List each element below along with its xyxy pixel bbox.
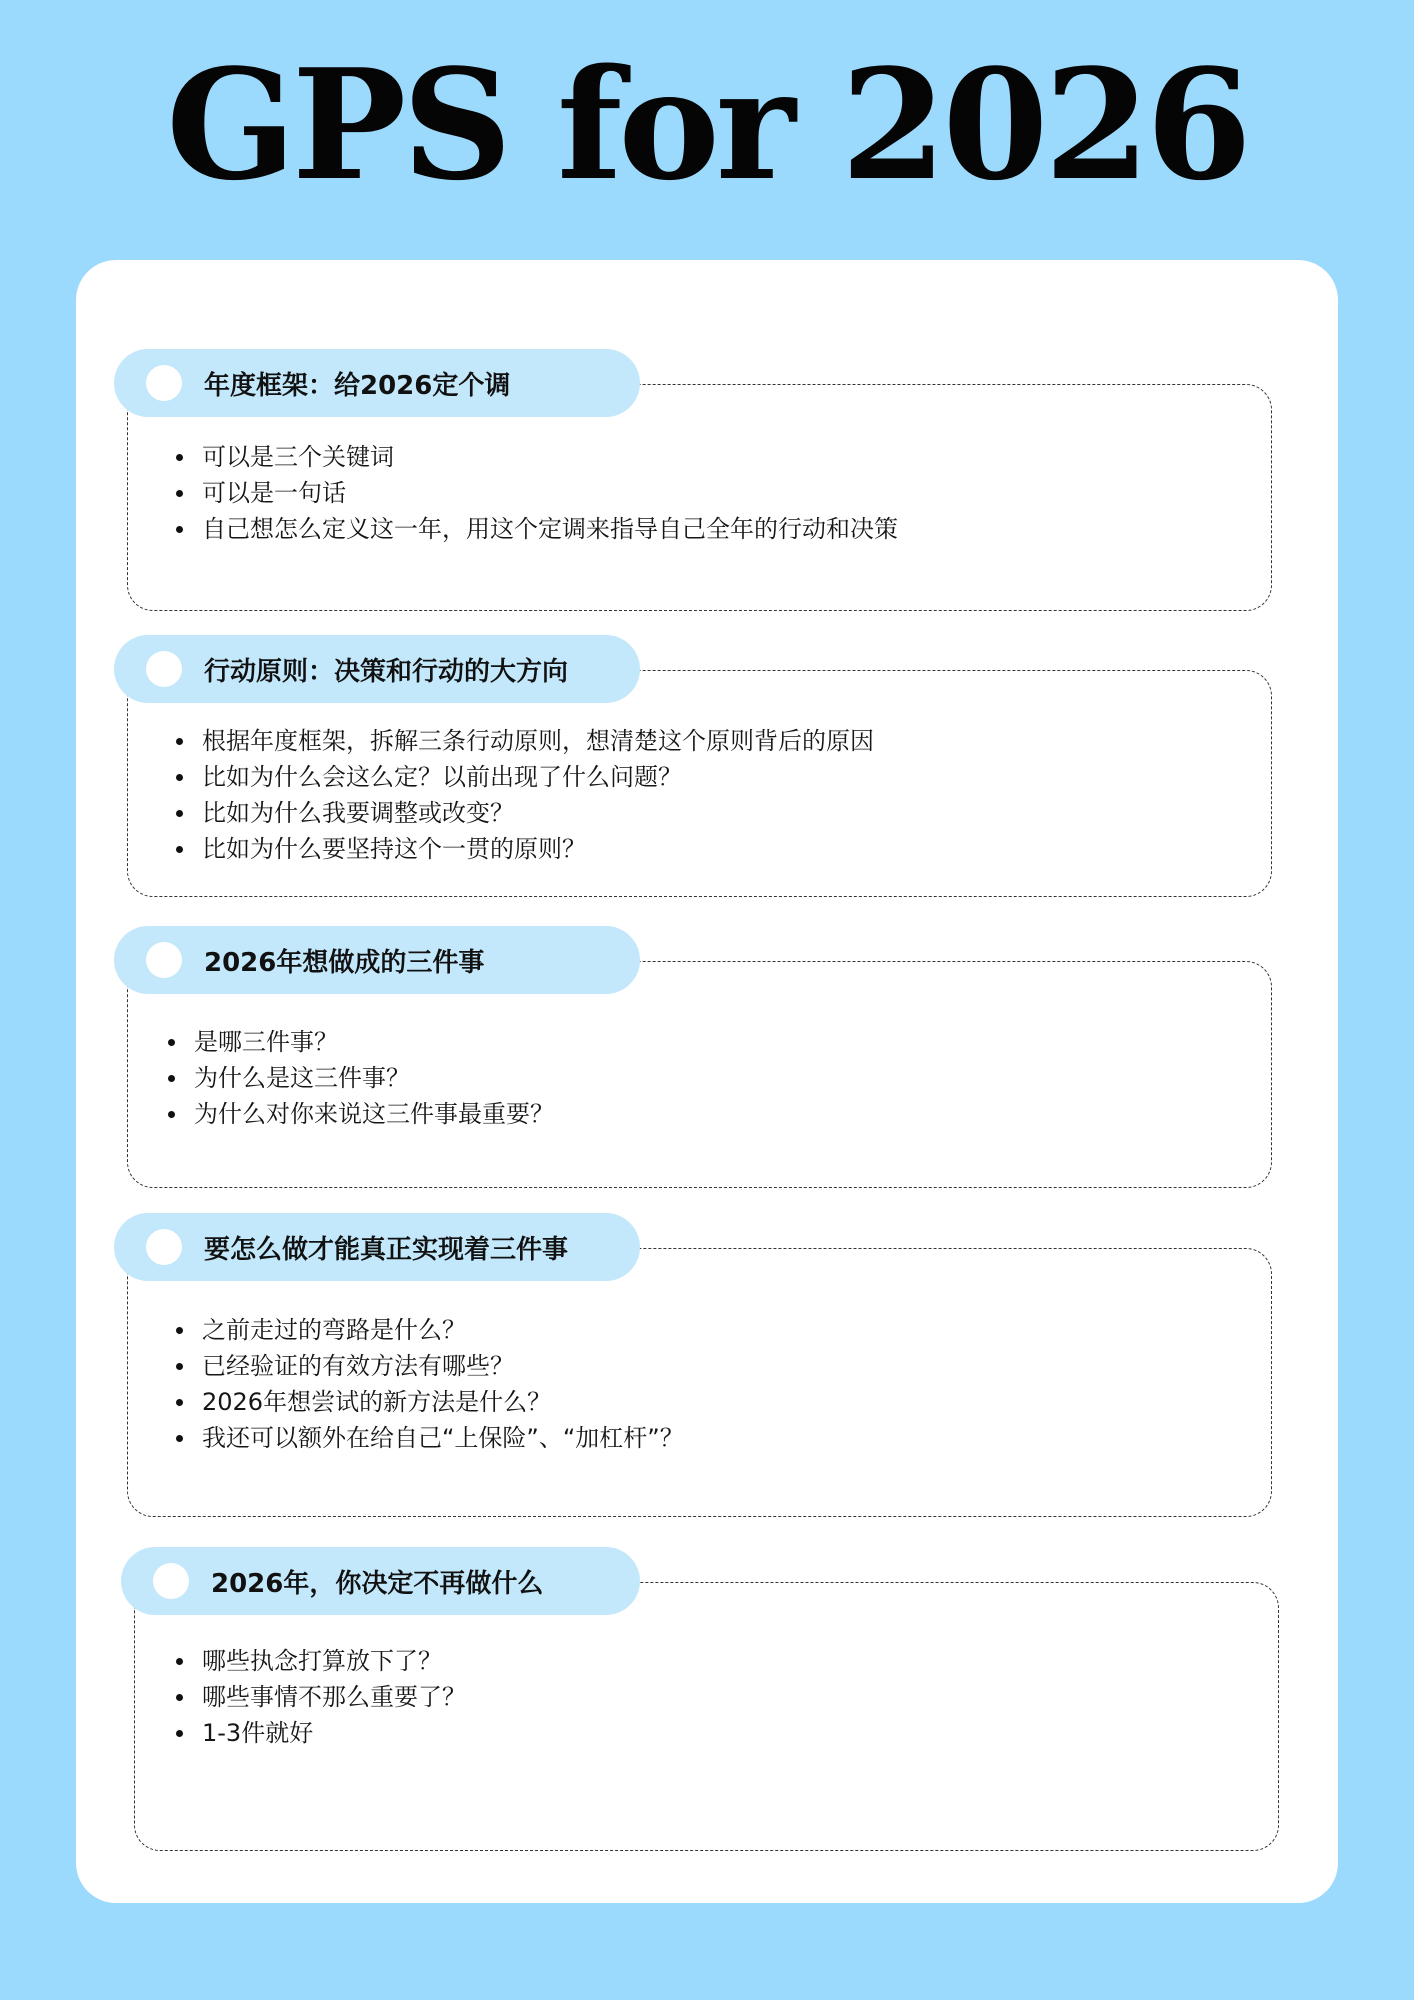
bullet-list <box>172 1312 684 1456</box>
bullet-list <box>164 1024 554 1132</box>
section-title: 年度框架：给2026定个调 <box>204 370 511 401</box>
section-header <box>114 926 640 994</box>
section-header <box>114 635 640 703</box>
circle-icon <box>146 651 182 687</box>
circle-icon <box>146 1229 182 1265</box>
list-item: 哪些执念打算放下了？ <box>172 1643 466 1679</box>
circle-icon <box>153 1563 189 1599</box>
bullet-list <box>172 723 874 867</box>
section-header <box>121 1547 640 1615</box>
section-title: 行动原则：决策和行动的大方向 <box>204 656 569 687</box>
list-item: 可以是一句话 <box>172 475 898 511</box>
section-action-principles <box>114 635 1272 897</box>
section-three-things <box>114 926 1272 1188</box>
list-item: 是哪三件事？ <box>164 1024 554 1060</box>
list-item: 自己想怎么定义这一年，用这个定调来指导自己全年的行动和决策 <box>172 511 898 547</box>
bullet-list <box>172 1643 466 1751</box>
section-title: 2026年想做成的三件事 <box>204 947 485 978</box>
list-item: 1-3件就好 <box>172 1715 466 1751</box>
list-item: 比如为什么要坚持这个一贯的原则？ <box>172 831 874 867</box>
circle-icon <box>146 365 182 401</box>
section-annual-framework <box>114 349 1272 611</box>
page-title: GPS for 2026 <box>166 35 1248 214</box>
list-item: 比如为什么会这么定？以前出现了什么问题？ <box>172 759 874 795</box>
list-item: 哪些事情不那么重要了？ <box>172 1679 466 1715</box>
list-item: 为什么对你来说这三件事最重要？ <box>164 1096 554 1132</box>
list-item: 已经验证的有效方法有哪些？ <box>172 1348 684 1384</box>
section-title: 2026年，你决定不再做什么 <box>211 1568 544 1599</box>
list-item: 比如为什么我要调整或改变？ <box>172 795 874 831</box>
bullet-list <box>172 439 898 547</box>
section-stop-doing <box>121 1547 1279 1851</box>
list-item: 可以是三个关键词 <box>172 439 898 475</box>
circle-icon <box>146 942 182 978</box>
list-item: 根据年度框架，拆解三条行动原则，想清楚这个原则背后的原因 <box>172 723 874 759</box>
list-item: 我还可以额外在给自己“上保险”、“加杠杆”？ <box>172 1420 684 1456</box>
list-item: 2026年想尝试的新方法是什么？ <box>172 1384 684 1420</box>
content-card <box>76 260 1338 1903</box>
list-item: 为什么是这三件事？ <box>164 1060 554 1096</box>
section-header <box>114 349 640 417</box>
section-how-to-achieve <box>114 1213 1272 1517</box>
list-item: 之前走过的弯路是什么？ <box>172 1312 684 1348</box>
section-header <box>114 1213 640 1281</box>
section-title: 要怎么做才能真正实现着三件事 <box>204 1234 569 1265</box>
